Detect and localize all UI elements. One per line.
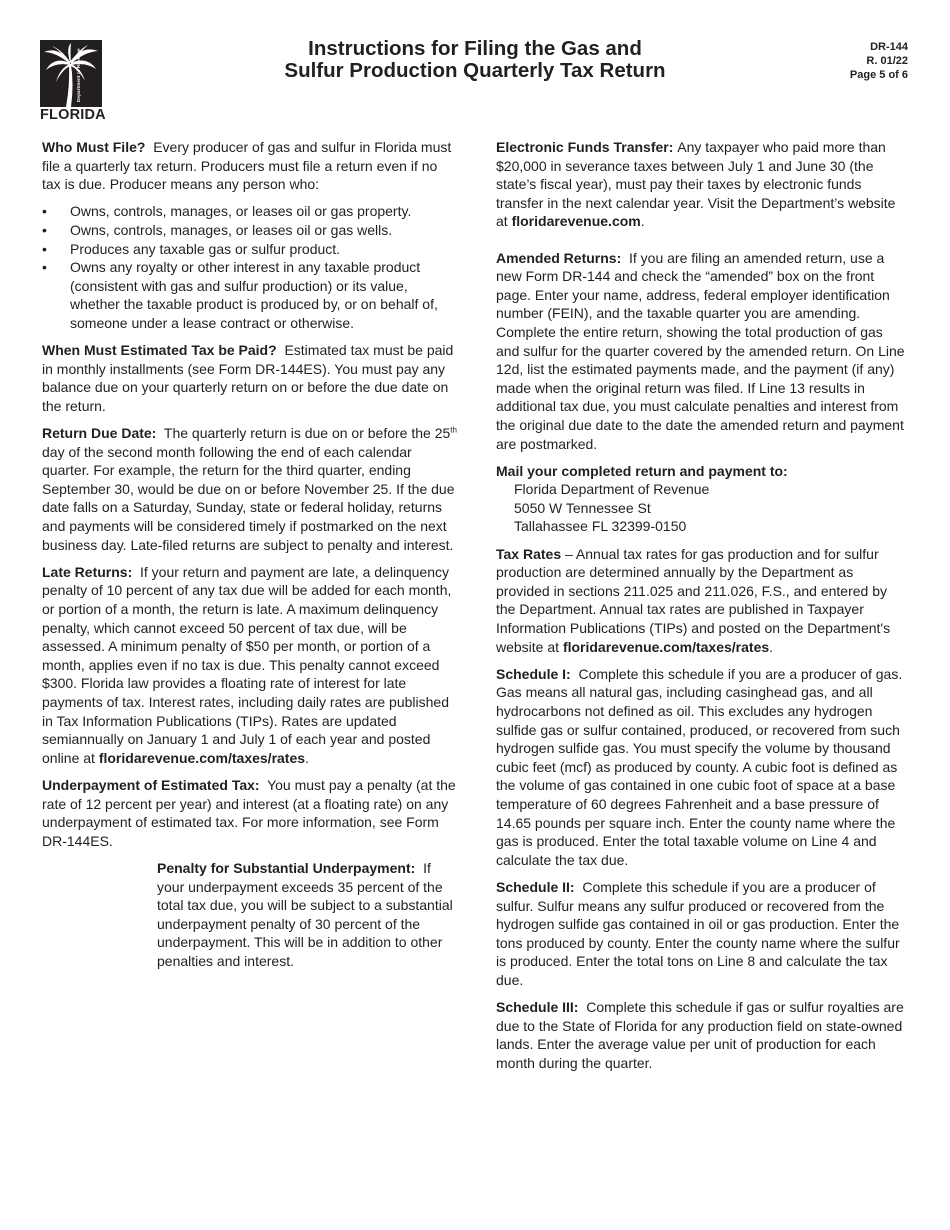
eft-end: . xyxy=(640,213,645,230)
underpayment-text: You must pay a penalty (at the rate of 12 percent per year) and interest (at a floating rate) on any underpayment of estimated tax. For more information, see Form DR-144ES. xyxy=(42,776,456,849)
substantial-underpayment-heading: Penalty for Substantial Underpayment: xyxy=(157,859,416,876)
underpayment-heading: Underpayment of Estimated Tax: xyxy=(42,776,260,793)
late-returns-end: . xyxy=(305,749,309,766)
late-returns-section xyxy=(42,563,458,768)
schedule-3-heading: Schedule III: xyxy=(496,999,579,1016)
form-number: DR-144 xyxy=(870,41,908,53)
due-date-section xyxy=(42,424,458,554)
florida-dor-logo xyxy=(40,40,106,124)
mail-section xyxy=(496,462,908,481)
eft-link[interactable]: floridarevenue.com xyxy=(511,213,641,230)
title-line-2: Sulfur Production Quarterly Tax Return xyxy=(284,59,666,82)
amended-heading: Amended Returns: xyxy=(496,249,622,266)
tax-rates-link[interactable]: floridarevenue.com/taxes/rates xyxy=(562,638,770,655)
due-date-text-b: day of the second month following the end of each calendar quarter. For example, the return for the third quarter, ending September 30, would be due on or before November 25. If the due date falls on a Saturday, Sunday, state or federal holiday, returns and payments will be considered timely if postmarked on the next business day. Late-filed returns are subject to penalty and interest. xyxy=(42,443,455,553)
tax-rates-heading: Tax Rates xyxy=(496,545,562,562)
tax-rates-text: – Annual tax rates for gas production and for sulfur production are determined annually by the Department as provided in sections 211.025 and 211.026, F.S., and entered by the Department. Annual tax rates are published in Taxpayer Information Publications (TIPs) and posted on the Department's website at xyxy=(496,545,891,655)
who-must-file-heading: Who Must File? xyxy=(42,139,146,155)
schedule-2-heading: Schedule II: xyxy=(496,878,575,895)
page-title xyxy=(220,38,730,82)
due-date-heading: Return Due Date: xyxy=(42,425,157,442)
logo-department-text: Department of Revenue xyxy=(76,48,81,102)
list-item: • Owns, controls, manages, or leases oil or gas property. xyxy=(42,202,458,221)
due-date-text-a: The quarterly return is due on or before the 25 xyxy=(163,425,451,442)
right-column xyxy=(496,138,908,1081)
amended-section xyxy=(496,249,908,454)
address-line: 5050 W Tennessee St xyxy=(514,499,651,516)
estimated-tax-heading: When Must Estimated Tax be Paid? xyxy=(42,342,277,359)
list-item: • Owns any royalty or other interest in any taxable product (consistent with gas and sulfur production) or its value, whether the taxable product is produced by, or on behalf of, someone under a lease contract or otherwise. xyxy=(42,258,458,332)
substantial-underpayment-text: If your underpayment exceeds 35 percent of the total tax due, you will be subject to a substantial underpayment penalty of 30 percent of the underpayment. This will be in addition to other penalties and interest. xyxy=(157,859,453,969)
underpayment-section xyxy=(42,776,458,850)
amended-text: If you are filing an amended return, use a new Form DR-144 and check the “amended” box on the front page. Enter your name, address, federal employer identification number (FEIN), and the taxable quarter you are amending. Complete the entire return, showing the total production of gas and sulfur for the quarter covered by the amended return. On Line 12d, list the estimated payments made, and the payment (if any) made when the original return was filed. If Line 13 results in additional tax due, you must calculate penalties and interest from the original due date to the date the amended return and payment are postmarked. xyxy=(496,249,905,452)
late-returns-heading: Late Returns: xyxy=(42,563,133,580)
logo-tile xyxy=(40,40,102,107)
schedule-1-text: Complete this schedule if you are a producer of gas. Gas means all natural gas, including casinghead gas, and all hydrocarbons not defined as oil. This excludes any hydrogen sulfide gas or sulfur contained, produced, or recovered from such hydrogen sulfide gas. You must specify the volume by thousand cubic feet (mcf) as produced by county. A cubic foot is defined as the volume of gas contained in one cubic foot of space at a base temperature of 60 degrees Fahrenheit and a base pressure of 14.65 pounds per square inch. Enter the county name where the gas is produced. Enter the total taxable volume on Line 4 and calculate the tax due. xyxy=(496,665,903,868)
eft-text: Any taxpayer who paid more than $20,000 in severance taxes between July 1 and June 30 (the state’s fiscal year), must pay their taxes by electronic funds transfer in the next calendar year. Visit the Department’s website at xyxy=(496,139,896,230)
producer-criteria-list xyxy=(42,202,458,332)
list-item: • Produces any taxable gas or sulfur product. xyxy=(42,240,458,259)
tax-rates-end: . xyxy=(769,638,774,655)
due-date-ordinal: th xyxy=(450,425,457,435)
estimated-tax-section xyxy=(42,341,458,415)
form-identifier xyxy=(850,40,908,82)
address-line: Tallahassee FL 32399-0150 xyxy=(514,518,687,535)
schedule-2-text: Complete this schedule if you are a producer of sulfur. Sulfur means any sulfur produced or recovered from the hydrogen sulfide gas contained in oil or gas production. Enter the tons produced by county. Enter the county name where the sulfur is produced. Enter the total tons on Line 8 and calculate the tax due. xyxy=(496,878,900,988)
who-must-file-section xyxy=(42,138,458,194)
schedule-1-section xyxy=(496,665,908,870)
mail-heading: Mail your completed return and payment to: xyxy=(496,462,788,479)
late-returns-link[interactable]: floridarevenue.com/taxes/rates xyxy=(98,749,306,766)
list-item: • Owns, controls, manages, or leases oil or gas wells. xyxy=(42,221,458,240)
form-revision: R. 01/22 xyxy=(866,55,908,67)
eft-section xyxy=(496,138,908,231)
schedule-3-text: Complete this schedule if gas or sulfur royalties are due to the State of Florida for any production field on state-owned lands. Enter the average value per unit of production for each month during the quarter. xyxy=(496,999,904,1071)
mailing-address xyxy=(496,480,908,536)
title-line-1: Instructions for Filing the Gas and xyxy=(308,37,642,60)
schedule-1-heading: Schedule I: xyxy=(496,665,571,682)
eft-heading: Electronic Funds Transfer: xyxy=(496,139,674,155)
who-must-file-text: Every producer of gas and sulfur in Florida must file a quarterly tax return. Producers must file a return even if no tax is due. Producer means any person who: xyxy=(42,139,452,193)
schedule-2-section xyxy=(496,878,908,990)
schedule-3-section xyxy=(496,998,908,1072)
tax-rates-section xyxy=(496,545,908,657)
page-number: Page 5 of 6 xyxy=(849,69,908,81)
palm-tree-icon xyxy=(40,40,102,107)
left-column xyxy=(42,138,458,979)
estimated-tax-text: Estimated tax must be paid in monthly installments (see Form DR-144ES). You must pay any balance due on your quarterly return on or before the due date on the return. xyxy=(42,342,454,414)
address-line: Florida Department of Revenue xyxy=(514,481,710,498)
late-returns-text: If your return and payment are late, a delinquency penalty of 10 percent of any tax due will be added for each month, or portion of a month, the return is late. A maximum delinquency penalty, which cannot exceed 50 percent of tax due, will be assessed. A minimum penalty of $50 per month, or portion of a month, applies even if no tax is due. This penalty cannot exceed $300. Florida law provides a floating rate of interest for late payments of tax. Interest rates, including daily rates are published in Tax Information Publications (TIPs). Rates are updated semiannually on January 1 and July 1 of each year and posted online at xyxy=(42,563,452,766)
logo-state-name: FLORIDA xyxy=(40,107,106,123)
substantial-underpayment-section xyxy=(157,859,458,971)
